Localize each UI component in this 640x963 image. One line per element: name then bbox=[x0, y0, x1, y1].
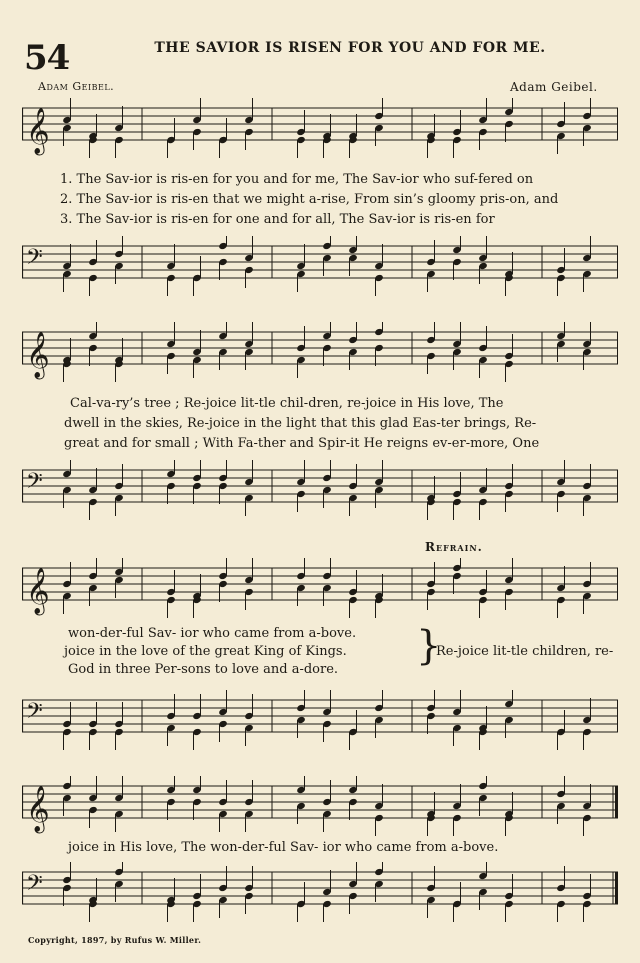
system-2-verse-2: dwell in the skies, Re-joice in the light that this glad Eas-ter brings, Re- bbox=[64, 416, 537, 431]
composer-credit: Adam Geibel. bbox=[510, 80, 598, 94]
system-3-bass-staff bbox=[22, 690, 618, 752]
verse-brace: } bbox=[416, 623, 442, 669]
system-1-verse-3: 3. The Sav-ior is ris-en for one and for all, The Sav-ior is ris-en for bbox=[60, 212, 495, 227]
svg-text:𝄢: 𝄢 bbox=[26, 699, 43, 729]
svg-text:𝄞: 𝄞 bbox=[26, 108, 50, 154]
svg-text:𝄢: 𝄢 bbox=[26, 245, 43, 275]
svg-text:𝄢: 𝄢 bbox=[26, 871, 43, 901]
system-1-bass-staff bbox=[22, 236, 618, 298]
system-4-treble-staff bbox=[22, 776, 618, 838]
svg-text:𝄞: 𝄞 bbox=[26, 786, 50, 832]
system-4-bass-staff bbox=[22, 862, 618, 924]
system-3-verse-2: joice in the love of the great King of Kings. bbox=[64, 644, 347, 659]
svg-text:𝄞: 𝄞 bbox=[26, 568, 50, 614]
refrain-label: Refrain. bbox=[425, 540, 483, 554]
system-2-treble-staff bbox=[22, 322, 618, 384]
system-4-lyric: joice in His love, The won-der-ful Sav- ior who came from a-bove. bbox=[68, 840, 499, 855]
system-3-verse-1: won-der-ful Sav- ior who came from a-bove. bbox=[68, 626, 357, 641]
system-2-verse-1: Cal-va-ry’s tree ; Re-joice lit-tle chil-dren, re-joice in His love, The bbox=[70, 396, 504, 411]
copyright-notice: Copyright, 1897, by Rufus W. Miller. bbox=[28, 935, 202, 945]
system-1-verse-2: 2. The Sav-ior is ris-en that we might a-rise, From sin’s gloomy pris-on, and bbox=[60, 192, 559, 207]
svg-text:𝄞: 𝄞 bbox=[26, 332, 50, 378]
system-2-bass-staff bbox=[22, 460, 618, 522]
hymn-title: THE SAVIOR IS RISEN FOR YOU AND FOR ME. bbox=[154, 40, 546, 56]
system-2-verse-3: great and for small ; With Fa-ther and Spir-it He reigns ev-er-more, One bbox=[64, 436, 540, 451]
hymn-number: 54 bbox=[24, 38, 70, 78]
system-1-verse-1: 1. The Sav-ior is ris-en for you and for me, The Sav-ior who suf-fered on bbox=[60, 172, 534, 187]
system-3-treble-staff bbox=[22, 558, 618, 620]
system-3-verse-3: God in three Per-sons to love and a-dore. bbox=[68, 662, 339, 677]
refrain-lyric: Re-joice lit-tle children, re- bbox=[436, 644, 614, 659]
svg-text:𝄢: 𝄢 bbox=[26, 469, 43, 499]
system-1-treble-staff bbox=[22, 98, 618, 160]
lyricist-credit: Adam Geibel. bbox=[38, 80, 115, 93]
